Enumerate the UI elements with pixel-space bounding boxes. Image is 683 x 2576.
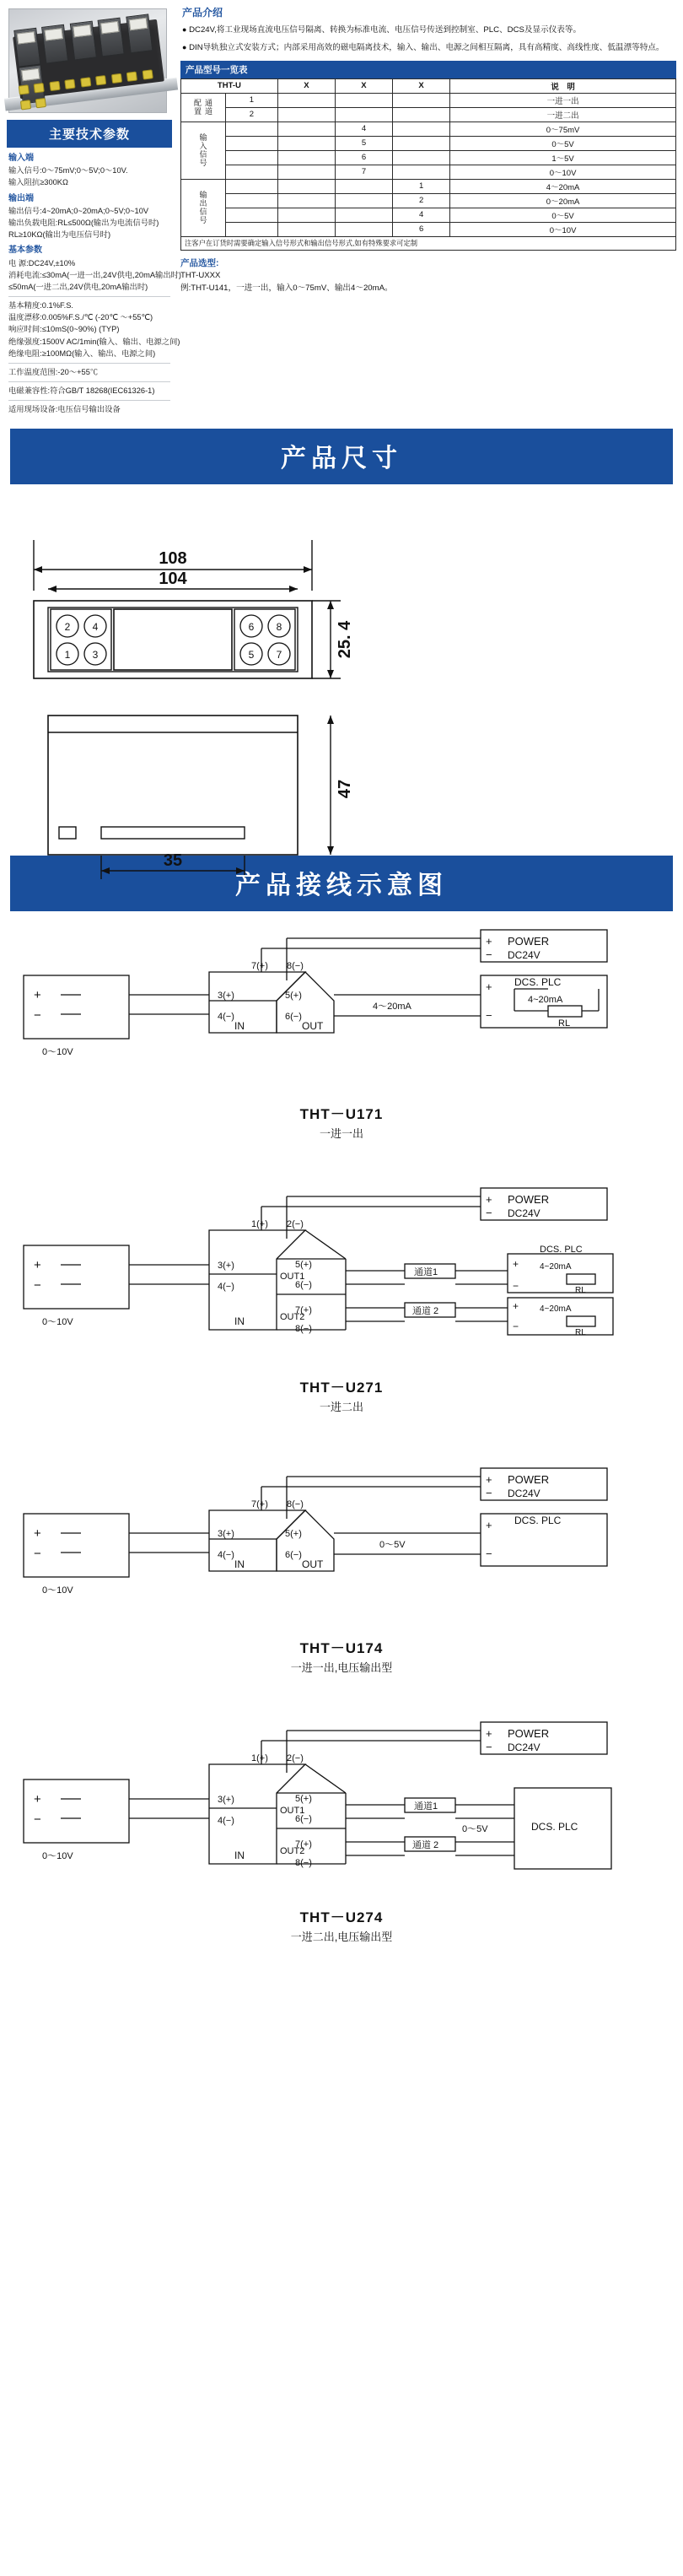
module-label — [17, 31, 35, 44]
wiring-diagram-u171 — [0, 911, 683, 1176]
spec-line: ≤50mA(一进二出,24V供电,20mA输出时) — [8, 282, 148, 291]
terminal-screw — [95, 75, 106, 85]
load-current: 4~20mA — [528, 994, 563, 1005]
group-input: 输入信号 — [181, 122, 226, 179]
out2-label: OUT2 — [280, 1845, 305, 1856]
cell-blank — [226, 122, 278, 136]
channel2-label: 通道 2 — [412, 1305, 439, 1316]
cell-blank — [335, 93, 392, 107]
source-range: 0～10V — [42, 1850, 73, 1861]
source-box — [24, 1779, 129, 1843]
terminal-num: 1 — [64, 648, 71, 661]
terminal-num: 6 — [248, 620, 255, 633]
spec-title: 主要技术参数 — [7, 120, 172, 148]
spec-line: 电磁兼容性:符合GB/T 18268(IEC61326-1) — [8, 386, 155, 396]
in-terminal: 3(+) — [218, 1260, 234, 1271]
in-terminal: 4(−) — [218, 1549, 234, 1560]
cell-blank — [226, 208, 278, 222]
out-signal: 0～5V — [462, 1823, 488, 1834]
wiring-caption-u174 — [0, 1636, 683, 1675]
terminal-num: 5 — [248, 648, 255, 661]
dim-label-height-side: 47 — [336, 779, 354, 798]
spec-line: 输出负载电阻:RL≤500Ω(输出为电流信号时) — [8, 218, 159, 227]
cell-desc: 0～10V — [450, 222, 676, 236]
svg-text:−: − — [486, 1740, 492, 1753]
cell-code: 4 — [335, 122, 392, 136]
banner-wiring: 产品接线示意图 — [10, 856, 673, 911]
cell-blank — [393, 136, 450, 150]
table-row — [181, 107, 676, 122]
dcs-plus: + — [486, 980, 492, 993]
module-unit — [98, 18, 125, 57]
cell-desc: 4～20mA — [450, 179, 676, 193]
dcs-plc-label: DCS. PLC — [514, 1514, 562, 1526]
power-terminal: 7(+) — [251, 960, 268, 971]
table-row — [181, 93, 676, 107]
dim-label-width-inner: 104 — [159, 569, 187, 588]
cell-blank — [335, 208, 392, 222]
power-terminal: 1(+) — [251, 1752, 268, 1763]
terminal-num: 7 — [276, 648, 282, 661]
load-resistor — [567, 1316, 595, 1326]
channel1-label: 通道1 — [414, 1801, 438, 1812]
spec-heading-basic: 基本参数 — [8, 246, 42, 256]
options-title: 产品选型: — [180, 257, 219, 268]
cell-code: 6 — [393, 222, 450, 236]
power-terminal: 2(−) — [287, 1752, 304, 1763]
module-label — [73, 24, 91, 37]
dcs-plc-label: DCS. PLC — [514, 975, 562, 988]
cell-blank — [393, 107, 450, 122]
terminal-screw — [34, 83, 45, 93]
out1-terminal: 5(+) — [295, 1793, 312, 1804]
polarity-minus: − — [34, 1546, 41, 1561]
module-unit — [70, 21, 97, 61]
model-name: THT－U171 — [299, 1105, 384, 1122]
source-box — [24, 975, 129, 1039]
out1-terminal: 6(−) — [295, 1813, 312, 1824]
cell-desc: 0～5V — [450, 208, 676, 222]
spec-line: 输入信号:0～75mV;0～5V;0～10V. — [8, 166, 128, 176]
model-name: THT－U271 — [299, 1379, 384, 1396]
divider — [8, 400, 170, 401]
source-range: 0～10V — [42, 1585, 73, 1596]
svg-text:+: + — [486, 1518, 492, 1531]
cell-blank — [335, 107, 392, 122]
cell-desc: 0～20mA — [450, 193, 676, 208]
table-row — [181, 136, 676, 150]
out1-label: OUT1 — [280, 1271, 305, 1282]
cell-blank — [393, 122, 450, 136]
cell-code: 6 — [335, 150, 392, 165]
spec-line: RL≥10KΩ(输出为电压信号时) — [8, 230, 111, 240]
group-channel: 通道配置 — [181, 93, 226, 122]
intro-title: 产品介绍 — [182, 7, 223, 19]
table-row — [181, 193, 676, 208]
terminal-screw — [111, 73, 122, 84]
wiring-caption-u171 — [0, 1102, 683, 1141]
cell-blank — [277, 136, 335, 150]
module-label — [100, 21, 119, 34]
spec-line: 响应时间:≤10mS(0~90%) (TYP) — [8, 325, 120, 334]
cell-blank — [335, 179, 392, 193]
power-terminal: 2(−) — [287, 1218, 304, 1229]
cell-blank — [277, 208, 335, 222]
out2-terminal: 8(−) — [295, 1857, 312, 1868]
dcs-box-2 — [508, 1298, 613, 1335]
dim-label-height-front: 25. 4 — [336, 620, 354, 658]
dimension-svg — [0, 489, 683, 870]
model-table-caption: 产品型号一览表 — [180, 61, 676, 78]
terminal-screw — [126, 72, 137, 82]
cell-blank — [277, 150, 335, 165]
options-line: THT-UXXX — [180, 270, 221, 280]
source-box — [24, 1245, 129, 1309]
table-row — [181, 222, 676, 236]
spec-line: 绝缘电阻:≥100MΩ(输入、输出、电源之间) — [8, 348, 156, 358]
out2-label: OUT2 — [280, 1311, 305, 1322]
load-rl: RL — [575, 1285, 586, 1295]
out-signal: 0～5V — [379, 1539, 406, 1550]
th-x2: X — [335, 78, 392, 93]
module-label — [45, 28, 63, 41]
spec-line: 基本精度:0.1%F.S. — [8, 301, 73, 311]
cell-blank — [226, 150, 278, 165]
cell-desc: 0～10V — [450, 165, 676, 179]
group-output: 输出信号 — [181, 179, 226, 236]
power-title: POWER — [508, 934, 550, 948]
power-terminal: 8(−) — [287, 960, 304, 971]
cell-blank — [335, 222, 392, 236]
cell-blank — [277, 165, 335, 179]
in-terminal: 4(−) — [218, 1281, 234, 1292]
spec-line: 适用现场设备:电压信号输出设备 — [8, 405, 121, 414]
wiring-caption-u274 — [0, 1905, 683, 1944]
cell-desc: 一进二出 — [450, 107, 676, 122]
terminal-screw — [65, 79, 76, 89]
top-section — [0, 0, 683, 417]
svg-text:−: − — [513, 1320, 519, 1332]
module-outline — [209, 1510, 305, 1571]
load-rl: RL — [558, 1018, 571, 1029]
cell-blank — [226, 193, 278, 208]
module-label — [129, 18, 148, 30]
bullet-icon: ● — [182, 25, 187, 34]
table-row — [181, 122, 676, 136]
spec-heading-output: 输出端 — [8, 193, 34, 203]
dcs-minus: − — [486, 1008, 492, 1022]
out-terminal: 5(+) — [285, 990, 302, 1001]
wiring-caption-u271 — [0, 1375, 683, 1414]
out1-label: OUT1 — [280, 1805, 305, 1816]
cell-blank — [226, 179, 278, 193]
spec-body — [7, 153, 182, 416]
load-resistor — [567, 1274, 595, 1284]
divider — [8, 296, 170, 297]
terminal-num: 2 — [64, 620, 71, 633]
power-terminal: 1(+) — [251, 1218, 268, 1229]
wiring-diagram-u174 — [0, 1450, 683, 1710]
out1-terminal: 6(−) — [295, 1279, 312, 1290]
in-terminal: 4(−) — [218, 1815, 234, 1826]
source-range: 0～10V — [42, 1316, 73, 1327]
spec-line: 电 源:DC24V,±10% — [8, 258, 76, 267]
model-sub: 一进一出 — [319, 1126, 363, 1140]
th-x1: X — [277, 78, 335, 93]
cell-blank — [277, 93, 335, 107]
cell-code: 4 — [393, 208, 450, 222]
dcs-box-1 — [508, 1254, 613, 1293]
cell-blank — [277, 222, 335, 236]
intro-text: DC24V,将工业现场直流电压信号隔离、转换为标准电流、电压信号传送到控制室、PLC、DCS及显示仪表等。 — [189, 25, 582, 35]
polarity-minus: − — [34, 1007, 41, 1023]
cell-blank — [393, 93, 450, 107]
polarity-plus: + — [34, 1791, 41, 1806]
cell-blank — [335, 193, 392, 208]
in-terminal: 3(+) — [218, 1794, 234, 1805]
model-sub: 一进一出,电压输出型 — [290, 1661, 393, 1674]
cell-code: 1 — [393, 179, 450, 193]
in-terminal: 3(+) — [218, 990, 234, 1001]
dim-label-width-outer: 108 — [159, 548, 187, 568]
svg-text:−: − — [513, 1279, 519, 1292]
options-line: 例:THT-U141，一进一出，输入0～75mV、输出4～20mA。 — [180, 283, 393, 293]
cell-blank — [277, 122, 335, 136]
spec-line: 输出信号:4~20mA;0~20mA;0~5V;0~10V — [8, 206, 149, 215]
spec-line: 绝缘强度:1500V AC/1min(输入、输出、电源之间) — [8, 337, 180, 346]
power-plus: + — [486, 934, 492, 948]
terminal-screw — [80, 77, 91, 87]
power-minus: − — [486, 948, 492, 961]
cell-code: 7 — [335, 165, 392, 179]
in-terminal: 4(−) — [218, 1011, 234, 1022]
spec-heading-input: 输入端 — [8, 154, 34, 163]
divider — [8, 381, 170, 382]
source-box — [24, 1514, 129, 1577]
in-label: IN — [234, 1315, 245, 1327]
out-label: OUT — [302, 1558, 324, 1570]
polarity-minus: − — [34, 1812, 41, 1827]
svg-text:−: − — [486, 1547, 492, 1560]
right-column — [172, 5, 676, 417]
svg-text:−: − — [486, 1206, 492, 1219]
spec-line: 输入阻抗≥300KΩ — [8, 178, 68, 187]
product-photo — [8, 8, 167, 113]
in-terminal: 3(+) — [218, 1528, 234, 1539]
terminal-screw — [35, 98, 46, 108]
module-label — [21, 68, 40, 81]
in-label: IN — [234, 1019, 245, 1032]
power-value: DC24V — [508, 1487, 540, 1499]
spec-line: 温度漂移:0.005%F.S./℃ (-20℃ ～+55℃) — [8, 313, 153, 322]
polarity-plus: + — [34, 1257, 41, 1272]
out-label: OUT — [302, 1019, 324, 1032]
dcs-plc-label: DCS. PLC — [531, 1820, 578, 1833]
intro-item — [180, 42, 676, 54]
channel1-label: 通道1 — [414, 1266, 438, 1277]
cell-desc: 1～5V — [450, 150, 676, 165]
table-row — [181, 208, 676, 222]
cell-blank — [226, 222, 278, 236]
spec-line: 消耗电流:≤30mA(一进一出,24V供电,20mA输出时) — [8, 270, 182, 279]
module-unit — [126, 14, 153, 53]
power-value: DC24V — [508, 948, 540, 961]
svg-text:+: + — [486, 1192, 492, 1206]
terminal-screw — [19, 84, 30, 95]
out-terminal: 6(−) — [285, 1011, 302, 1022]
model-sub: 一进二出,电压输出型 — [290, 1930, 393, 1943]
cell-blank — [277, 193, 335, 208]
load-current: 4~20mA — [540, 1261, 572, 1272]
out-terminal: 5(+) — [285, 1528, 302, 1539]
table-row — [181, 165, 676, 179]
cell-blank — [393, 165, 450, 179]
power-title: POWER — [508, 1472, 550, 1486]
power-value: DC24V — [508, 1207, 540, 1219]
svg-text:+: + — [486, 1726, 492, 1740]
module-outline — [209, 972, 305, 1033]
cell-code: 2 — [393, 193, 450, 208]
model-name: THT－U174 — [299, 1639, 384, 1656]
cell-blank — [393, 150, 450, 165]
th-model: THT-U — [181, 78, 278, 93]
th-x3: X — [393, 78, 450, 93]
intro-text: DIN导轨独立式安装方式；内部采用高效的磁电隔离技术，输入、输出、电源之间相互隔离，具有高精度、高线性度、低温漂等特点。 — [189, 43, 664, 53]
cell-blank — [226, 165, 278, 179]
out2-terminal: 7(+) — [295, 1304, 312, 1315]
banner-dimensions: 产品尺寸 — [10, 429, 673, 484]
model-table — [180, 78, 676, 237]
divider — [8, 363, 170, 364]
terminal-screw — [49, 81, 60, 91]
svg-text:+: + — [513, 1299, 519, 1312]
dcs-plc-label: DCS. PLC — [540, 1244, 583, 1255]
model-name: THT－U274 — [299, 1909, 384, 1925]
load-rl: RL — [575, 1327, 586, 1337]
cell-code: 1 — [226, 93, 278, 107]
th-desc: 说 明 — [450, 78, 676, 93]
terminal-num: 4 — [92, 620, 99, 633]
cell-desc: 0～5V — [450, 136, 676, 150]
out-terminal: 6(−) — [285, 1549, 302, 1560]
in-label: IN — [234, 1558, 245, 1570]
polarity-minus: − — [34, 1277, 41, 1293]
cell-blank — [277, 107, 335, 122]
dim-label-depth: 35 — [163, 851, 183, 870]
table-row — [181, 150, 676, 165]
power-title: POWER — [508, 1726, 550, 1740]
table-row — [181, 78, 676, 93]
out1-terminal: 5(+) — [295, 1259, 312, 1270]
model-sub: 一进二出 — [319, 1400, 363, 1413]
cell-blank — [277, 179, 335, 193]
cell-desc: 一进一出 — [450, 93, 676, 107]
power-terminal: 8(−) — [287, 1499, 304, 1509]
svg-text:−: − — [486, 1486, 492, 1499]
source-range: 0～10V — [42, 1046, 73, 1057]
power-value: DC24V — [508, 1741, 540, 1753]
cell-desc: 0～75mV — [450, 122, 676, 136]
out2-terminal: 7(+) — [295, 1839, 312, 1850]
cell-code: 5 — [335, 136, 392, 150]
polarity-plus: + — [34, 987, 41, 1002]
svg-text:+: + — [513, 1257, 519, 1270]
out-signal: 4～20mA — [373, 1001, 411, 1012]
bullet-icon: ● — [182, 43, 187, 52]
channel2-label: 通道 2 — [412, 1839, 439, 1850]
in-label: IN — [234, 1849, 245, 1861]
cell-code: 2 — [226, 107, 278, 122]
svg-text:+: + — [486, 1472, 492, 1486]
terminal-num: 3 — [92, 648, 99, 661]
power-title: POWER — [508, 1192, 550, 1206]
terminal-num: 8 — [276, 620, 282, 633]
spec-line: 工作温度范围:-20～+55℃ — [8, 368, 99, 376]
model-table-note: 注客户在订货时需要确定输入信号形式和输出信号形式,如有特殊要求可定制 — [180, 237, 676, 251]
intro-item — [180, 24, 676, 36]
cell-blank — [226, 136, 278, 150]
terminal-screw — [142, 69, 153, 79]
left-column — [7, 5, 182, 417]
module-unit — [13, 28, 40, 68]
polarity-plus: + — [34, 1526, 41, 1541]
wiring-diagram-u271 — [0, 1176, 683, 1450]
table-row — [181, 179, 676, 193]
power-terminal: 7(+) — [251, 1499, 268, 1509]
dimension-drawing — [0, 484, 683, 870]
terminal-screw — [20, 100, 31, 110]
module-unit — [41, 24, 68, 64]
out2-terminal: 8(−) — [295, 1323, 312, 1334]
load-resistor — [548, 1006, 582, 1017]
load-current: 4~20mA — [540, 1304, 572, 1314]
wiring-diagram-u274 — [0, 1710, 683, 1979]
